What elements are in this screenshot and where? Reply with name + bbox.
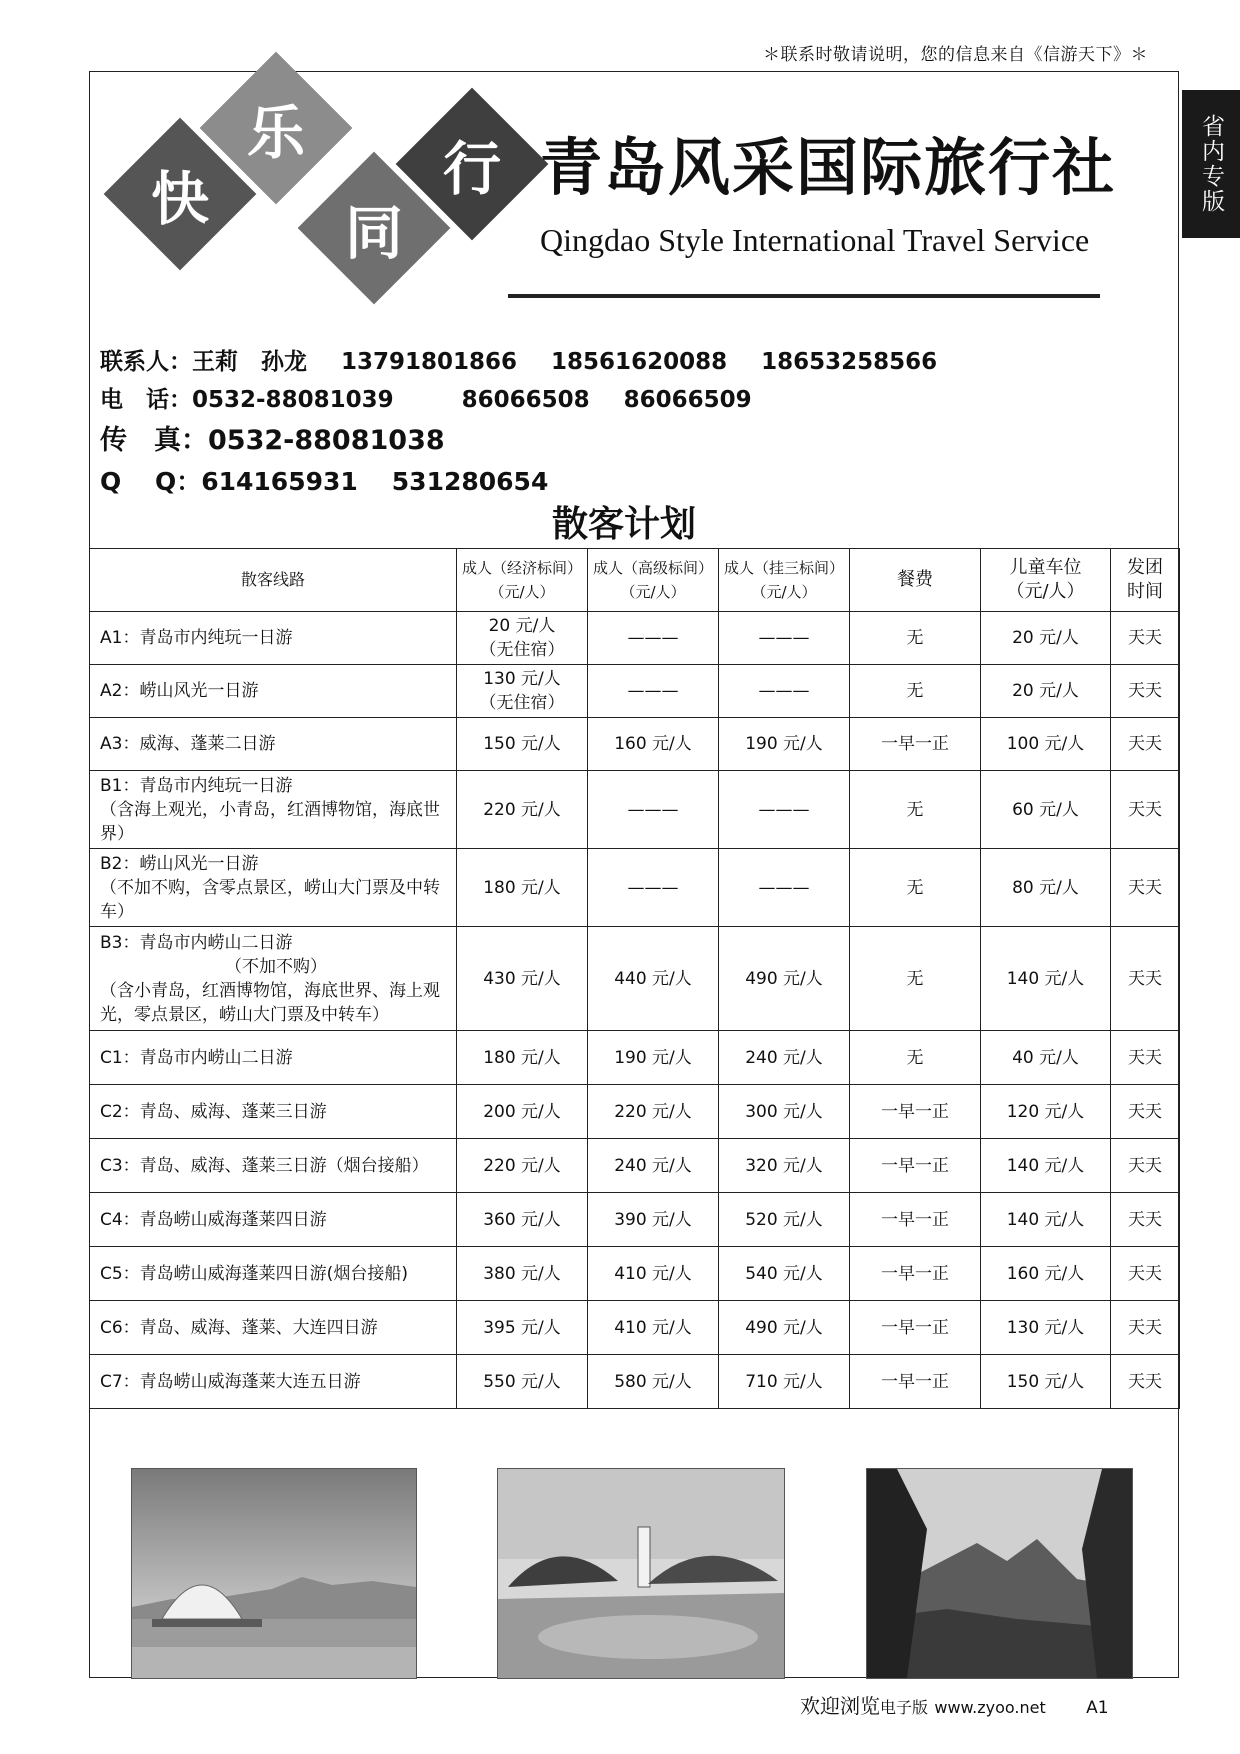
plan-title: 散客计划 [551,504,696,545]
departure-cell: 天天 [1111,1301,1180,1355]
economy-price-cell: 180 元/人 [457,849,588,927]
route-cell: C4：青岛崂山威海蓬莱四日游 [90,1193,457,1247]
premium-price-cell: 190 元/人 [588,1031,719,1085]
departure-cell: 天天 [1111,1193,1180,1247]
child-price-cell: 20 元/人 [981,612,1111,665]
premium-price-cell: 410 元/人 [588,1247,719,1301]
child-price-cell: 130 元/人 [981,1301,1111,1355]
table-row [90,1301,1180,1355]
contact-label: 联系人： [100,349,192,375]
child-price-cell: 140 元/人 [981,1193,1111,1247]
departure-cell: 天天 [1111,849,1180,927]
premium-price-cell: 390 元/人 [588,1193,719,1247]
three-star-price-cell: 710 元/人 [719,1355,850,1409]
three-star-price-cell: 320 元/人 [719,1139,850,1193]
child-price-cell: 140 元/人 [981,927,1111,1031]
phone-number: 0532-88081039 [192,387,394,413]
table-row [90,1193,1180,1247]
phone-number: 86066508 [461,387,590,413]
three-star-price-cell: 520 元/人 [719,1193,850,1247]
logo-char: 行 [442,135,502,204]
meals-cell: 一早一正 [850,1193,981,1247]
company-name-en: Qingdao Style International Travel Service [540,222,1090,258]
premium-price-cell: ——— [588,849,719,927]
edition-tab: 省内专版 [1182,90,1240,238]
table-row [90,1247,1180,1301]
economy-price-cell: 20 元/人 （无住宿） [457,612,588,665]
departure-cell: 天天 [1111,612,1180,665]
table-row [90,1085,1180,1139]
economy-price-cell: 200 元/人 [457,1085,588,1139]
meals-cell: 无 [850,927,981,1031]
child-price-cell: 120 元/人 [981,1085,1111,1139]
economy-price-cell: 180 元/人 [457,1031,588,1085]
qq-label: Q Q： [100,467,202,496]
premium-price-cell: ——— [588,771,719,849]
economy-price-cell: 395 元/人 [457,1301,588,1355]
header-economy: 成人（经济标间） （元/人） [457,549,588,612]
meals-cell: 无 [850,1031,981,1085]
economy-price-cell: 380 元/人 [457,1247,588,1301]
meals-cell: 一早一正 [850,1139,981,1193]
logo-char: 快 [150,165,210,234]
three-star-price-cell: ——— [719,665,850,718]
child-price-cell: 140 元/人 [981,1139,1111,1193]
departure-cell: 天天 [1111,771,1180,849]
child-price-cell: 60 元/人 [981,771,1111,849]
company-name-cn: 青岛风采国际旅行社 [540,131,1117,204]
economy-price-cell: 150 元/人 [457,718,588,771]
header-child: 儿童车位 （元/人） [981,549,1111,612]
table-header-row [90,549,1180,612]
meals-cell: 无 [850,612,981,665]
header-route: 散客线路 [90,549,457,612]
footer-welcome: 欢迎浏览 [800,1694,880,1718]
departure-cell: 天天 [1111,718,1180,771]
meals-cell: 一早一正 [850,1355,981,1409]
qq-number: 614165931 [201,467,358,496]
mobile-number: 18561620088 [551,349,728,375]
mobile-number: 13791801866 [341,349,518,375]
phone-line [100,381,752,414]
three-star-price-cell: 490 元/人 [719,927,850,1031]
departure-cell: 天天 [1111,1031,1180,1085]
child-price-cell: 20 元/人 [981,665,1111,718]
logo-char: 乐 [246,99,306,168]
meals-cell: 无 [850,849,981,927]
route-cell: C2：青岛、威海、蓬莱三日游 [90,1085,457,1139]
economy-price-cell: 130 元/人 （无住宿） [457,665,588,718]
table-row [90,771,1180,849]
three-star-price-cell: 490 元/人 [719,1301,850,1355]
table-row [90,849,1180,927]
header-meals: 餐费 [850,549,981,612]
photo-laoshan-mountain [866,1468,1133,1679]
footer-website-link[interactable]: www.zyoo.net [934,1698,1046,1717]
meals-cell: 一早一正 [850,718,981,771]
child-price-cell: 100 元/人 [981,718,1111,771]
three-star-price-cell: 240 元/人 [719,1031,850,1085]
photo-park-lighthouse [497,1468,785,1679]
meals-cell: 无 [850,665,981,718]
meals-cell: 一早一正 [850,1247,981,1301]
contact-persons: 王莉 孙龙 [192,349,307,375]
economy-price-cell: 220 元/人 [457,771,588,849]
premium-price-cell: ——— [588,612,719,665]
route-cell: C3：青岛、威海、蓬莱三日游（烟台接船） [90,1139,457,1193]
economy-price-cell: 550 元/人 [457,1355,588,1409]
fax-number: 0532-88081038 [208,425,445,456]
tour-plan-table [89,548,1180,1409]
premium-price-cell: ——— [588,665,719,718]
three-star-price-cell: 190 元/人 [719,718,850,771]
route-cell: C7：青岛崂山威海蓬莱大连五日游 [90,1355,457,1409]
route-cell: A3：威海、蓬莱二日游 [90,718,457,771]
route-cell: B1：青岛市内纯玩一日游 （含海上观光，小青岛，红酒博物馆，海底世界） [90,771,457,849]
footer-edition: 电子版 [880,1698,929,1717]
footer [800,1690,1109,1719]
departure-cell: 天天 [1111,1355,1180,1409]
departure-cell: 天天 [1111,1139,1180,1193]
contact-person-line [100,343,937,376]
table-row [90,1355,1180,1409]
phone-label: 电 话： [100,387,192,413]
premium-price-cell: 160 元/人 [588,718,719,771]
logo [96,64,516,314]
three-star-price-cell: ——— [719,849,850,927]
premium-price-cell: 220 元/人 [588,1085,719,1139]
economy-price-cell: 360 元/人 [457,1193,588,1247]
table-row [90,612,1180,665]
logo-char: 同 [344,199,404,268]
header-premium: 成人（高级标间） （元/人） [588,549,719,612]
premium-price-cell: 440 元/人 [588,927,719,1031]
fax-label: 传 真： [100,425,208,456]
table-row [90,718,1180,771]
route-cell: B2：崂山风光一日游 （不加不购，含零点景区，崂山大门票及中转车） [90,849,457,927]
meals-cell: 一早一正 [850,1085,981,1139]
route-cell: C5：青岛崂山威海蓬莱四日游(烟台接船) [90,1247,457,1301]
table-row [90,1139,1180,1193]
page-number: A1 [1086,1698,1109,1718]
economy-price-cell: 430 元/人 [457,927,588,1031]
meals-cell: 无 [850,771,981,849]
child-price-cell: 160 元/人 [981,1247,1111,1301]
table-row [90,1031,1180,1085]
premium-price-cell: 580 元/人 [588,1355,719,1409]
departure-cell: 天天 [1111,1085,1180,1139]
child-price-cell: 150 元/人 [981,1355,1111,1409]
three-star-price-cell: 300 元/人 [719,1085,850,1139]
child-price-cell: 40 元/人 [981,1031,1111,1085]
header-three-star: 成人（挂三标间） （元/人） [719,549,850,612]
departure-cell: 天天 [1111,665,1180,718]
departure-cell: 天天 [1111,927,1180,1031]
route-cell: A2：崂山风光一日游 [90,665,457,718]
table-row [90,665,1180,718]
route-cell: C6：青岛、威海、蓬莱、大连四日游 [90,1301,457,1355]
premium-price-cell: 410 元/人 [588,1301,719,1355]
title-divider [508,294,1100,298]
header-departure: 发团 时间 [1111,549,1180,612]
route-cell: A1：青岛市内纯玩一日游 [90,612,457,665]
source-note: ＊联系时敬请说明，您的信息来自《信游天下》＊ [763,45,1148,65]
photo-seaside-dome [131,1468,417,1679]
table-row [90,927,1180,1031]
departure-cell: 天天 [1111,1247,1180,1301]
three-star-price-cell: 540 元/人 [719,1247,850,1301]
fax-line [100,418,445,457]
route-cell: C1：青岛市内崂山二日游 [90,1031,457,1085]
qq-line [100,462,548,498]
three-star-price-cell: ——— [719,771,850,849]
mobile-number: 18653258566 [761,349,938,375]
economy-price-cell: 220 元/人 [457,1139,588,1193]
premium-price-cell: 240 元/人 [588,1139,719,1193]
route-cell: B3：青岛市内崂山二日游 （不加不购） （含小青岛，红酒博物馆，海底世界、海上观光，零点景区，崂山大门票及中转车） [90,927,457,1031]
phone-number: 86066509 [623,387,752,413]
child-price-cell: 80 元/人 [981,849,1111,927]
qq-number: 531280654 [391,467,549,496]
meals-cell: 一早一正 [850,1301,981,1355]
three-star-price-cell: ——— [719,612,850,665]
